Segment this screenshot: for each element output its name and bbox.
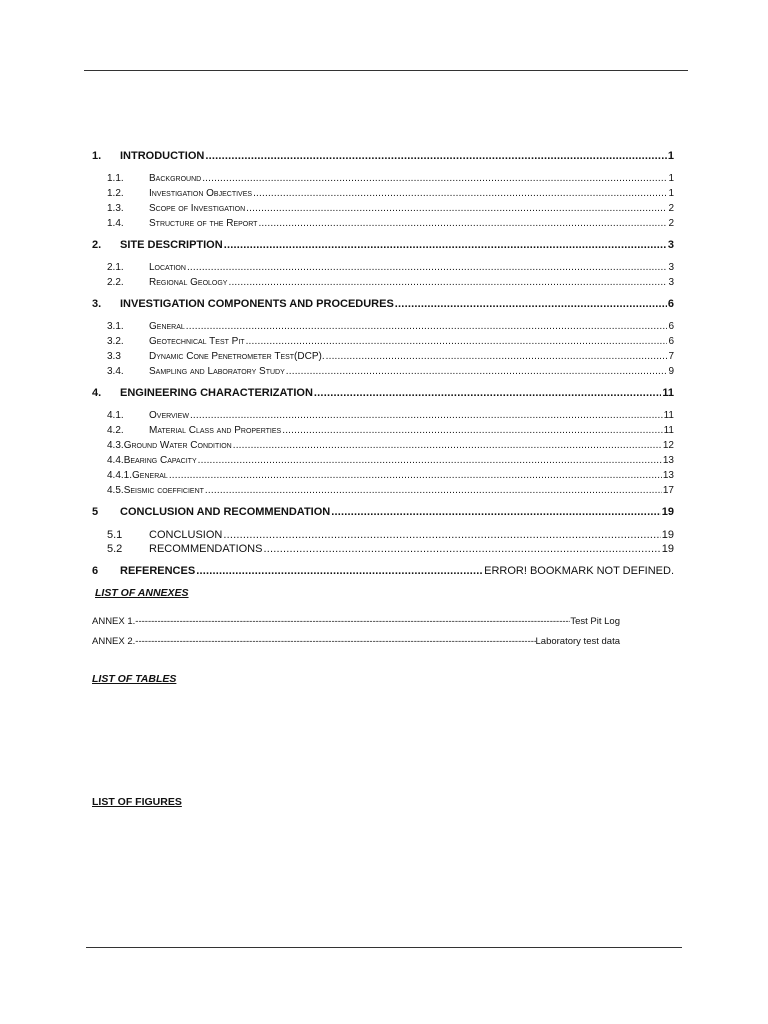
toc-title: Ground Water Condition [123,440,232,451]
toc-title: Material Class and Properties [149,425,282,436]
list-of-annexes-heading: LIST OF ANNEXES [95,587,189,599]
toc-leader [263,543,660,555]
toc-title: Seismic coefficient [123,485,204,496]
toc-leader [258,218,667,229]
toc-leader [198,455,662,466]
toc-title: Background [149,173,202,184]
toc-page: 11 [663,425,674,436]
toc-leader [186,321,668,332]
toc-leader [223,529,660,541]
toc-page: 2 [668,218,674,229]
toc-title: Structure of the Report [149,218,258,229]
toc-number: 2.1. [107,262,124,273]
toc-number: 3. [92,298,102,310]
toc-entry[interactable] [107,440,674,451]
toc-leader [233,440,662,451]
toc-page: 19 [661,506,674,518]
toc-leader [286,366,668,377]
toc-number: 4.4. [107,455,124,466]
toc-leader [314,387,661,399]
toc-page: 19 [661,543,674,555]
toc-title: INTRODUCTION [120,150,205,162]
toc-number: 3.4. [107,366,124,377]
toc-number: 3.1. [107,321,124,332]
toc-leader [224,239,667,251]
toc-entry[interactable] [107,470,674,481]
toc-entry[interactable] [107,203,674,214]
toc-title: CONCLUSION AND RECOMMENDATION [120,506,331,518]
toc-entry[interactable] [92,239,674,251]
toc-page: 11 [662,387,674,399]
toc-number: 3.2. [107,336,124,347]
toc-page: 12 [662,440,674,451]
toc-entry[interactable] [107,485,674,496]
toc-title: Bearing Capacity [123,455,197,466]
toc-number: 1.3. [107,203,124,214]
toc-entry[interactable] [107,410,674,421]
toc-entry[interactable] [92,387,674,399]
toc-page: 1 [668,188,674,199]
toc-title: SITE DESCRIPTION [120,239,223,251]
toc-title: RECOMMENDATIONS [149,543,263,555]
toc-page: 9 [668,366,674,377]
list-of-tables-heading: LIST OF TABLES [92,673,177,685]
annex-label: ANNEX 1. [92,616,136,627]
toc-title: Investigation Objectives [149,188,253,199]
toc-entry[interactable] [107,262,674,273]
toc-leader [246,336,668,347]
annex-text: Test Pit Log [570,616,620,627]
toc-page: 1 [668,173,674,184]
toc-page: 13 [662,455,674,466]
toc-number: 3.3 [107,351,121,362]
toc-title: Geotechnical Test Pit [149,336,245,347]
toc-entry[interactable] [107,321,674,332]
toc-leader [253,188,667,199]
toc-leader [228,277,667,288]
toc-page: 17 [662,485,674,496]
toc-page: 3 [667,239,674,251]
toc-page: 11 [663,410,674,421]
toc-title: ENGINEERING CHARACTERIZATION [120,387,313,399]
toc-number: 2.2. [107,277,124,288]
toc-number: 1. [92,150,102,162]
toc-title: INVESTIGATION COMPONENTS AND PROCEDURES [120,298,394,310]
toc-number: 4.5. [107,485,124,496]
toc-entry[interactable] [92,150,674,162]
toc-entry[interactable] [92,506,674,518]
toc-leader [205,485,662,496]
toc-entry[interactable] [107,455,674,466]
toc-page: 2 [668,203,674,214]
toc-leader [205,150,667,162]
toc-page: 6 [667,298,674,310]
toc-entry[interactable] [107,277,674,288]
toc-entry[interactable] [107,336,674,347]
list-of-figures-heading: LIST OF FIGURES [92,796,182,808]
toc-title: CONCLUSION [149,529,223,541]
toc-title: General [132,470,168,481]
toc-page: ERROR! BOOKMARK NOT DEFINED. [484,565,674,577]
toc-entry[interactable] [107,218,674,229]
annex-item [92,636,620,647]
annex-item [92,616,620,627]
annex-dashes [135,636,535,647]
toc-page: 3 [668,262,674,273]
toc-entry[interactable] [107,529,674,541]
toc-leader [282,425,662,436]
toc-title: Regional Geology [149,277,228,288]
toc-leader [190,410,663,421]
toc-title: Sampling and Laboratory Study [149,366,285,377]
toc-title: Overview [149,410,189,421]
toc-page: 7 [668,351,674,362]
toc-leader [331,506,661,518]
toc-title: Dynamic Cone Penetrometer Test(DCP). [149,351,325,362]
toc-entry[interactable] [92,565,674,577]
toc-leader [196,565,483,577]
annex-text: Laboratory test data [535,636,620,647]
toc-page: 1 [667,150,674,162]
toc-number: 4.4.1. [107,470,133,481]
toc-title: Location [149,262,186,273]
annex-label: ANNEX 2. [92,636,136,647]
toc-leader [246,203,667,214]
toc-leader [187,262,668,273]
toc-number: 4.3. [107,440,124,451]
toc-entry[interactable] [107,543,674,555]
toc-title: REFERENCES [120,565,196,577]
toc-number: 4.1. [107,410,124,421]
toc-leader [169,470,662,481]
toc-entry[interactable] [92,298,674,310]
toc-page: 3 [668,277,674,288]
toc-page: 19 [661,529,674,541]
toc-number: 5.1 [107,529,123,541]
toc-leader [395,298,667,310]
toc-page: 6 [668,321,674,332]
annex-dashes [135,616,570,627]
toc-leader [202,173,667,184]
toc-number: 5 [92,506,99,518]
toc-entry[interactable] [107,351,674,362]
footer-rule [86,947,682,948]
toc-number: 1.1. [107,173,124,184]
toc-number: 4.2. [107,425,124,436]
toc-page: 13 [662,470,674,481]
toc-number: 4. [92,387,102,399]
toc-number: 2. [92,239,102,251]
toc-entry[interactable] [107,425,674,436]
toc-entry[interactable] [107,173,674,184]
toc-number: 1.2. [107,188,124,199]
toc-entry[interactable] [107,366,674,377]
toc-leader [326,351,668,362]
toc-page: 6 [668,336,674,347]
toc-number: 1.4. [107,218,124,229]
toc-entry[interactable] [107,188,674,199]
toc-title: Scope of Investigation [149,203,246,214]
toc-title: General [149,321,185,332]
toc-number: 5.2 [107,543,123,555]
header-rule [84,70,688,71]
toc-number: 6 [92,565,99,577]
